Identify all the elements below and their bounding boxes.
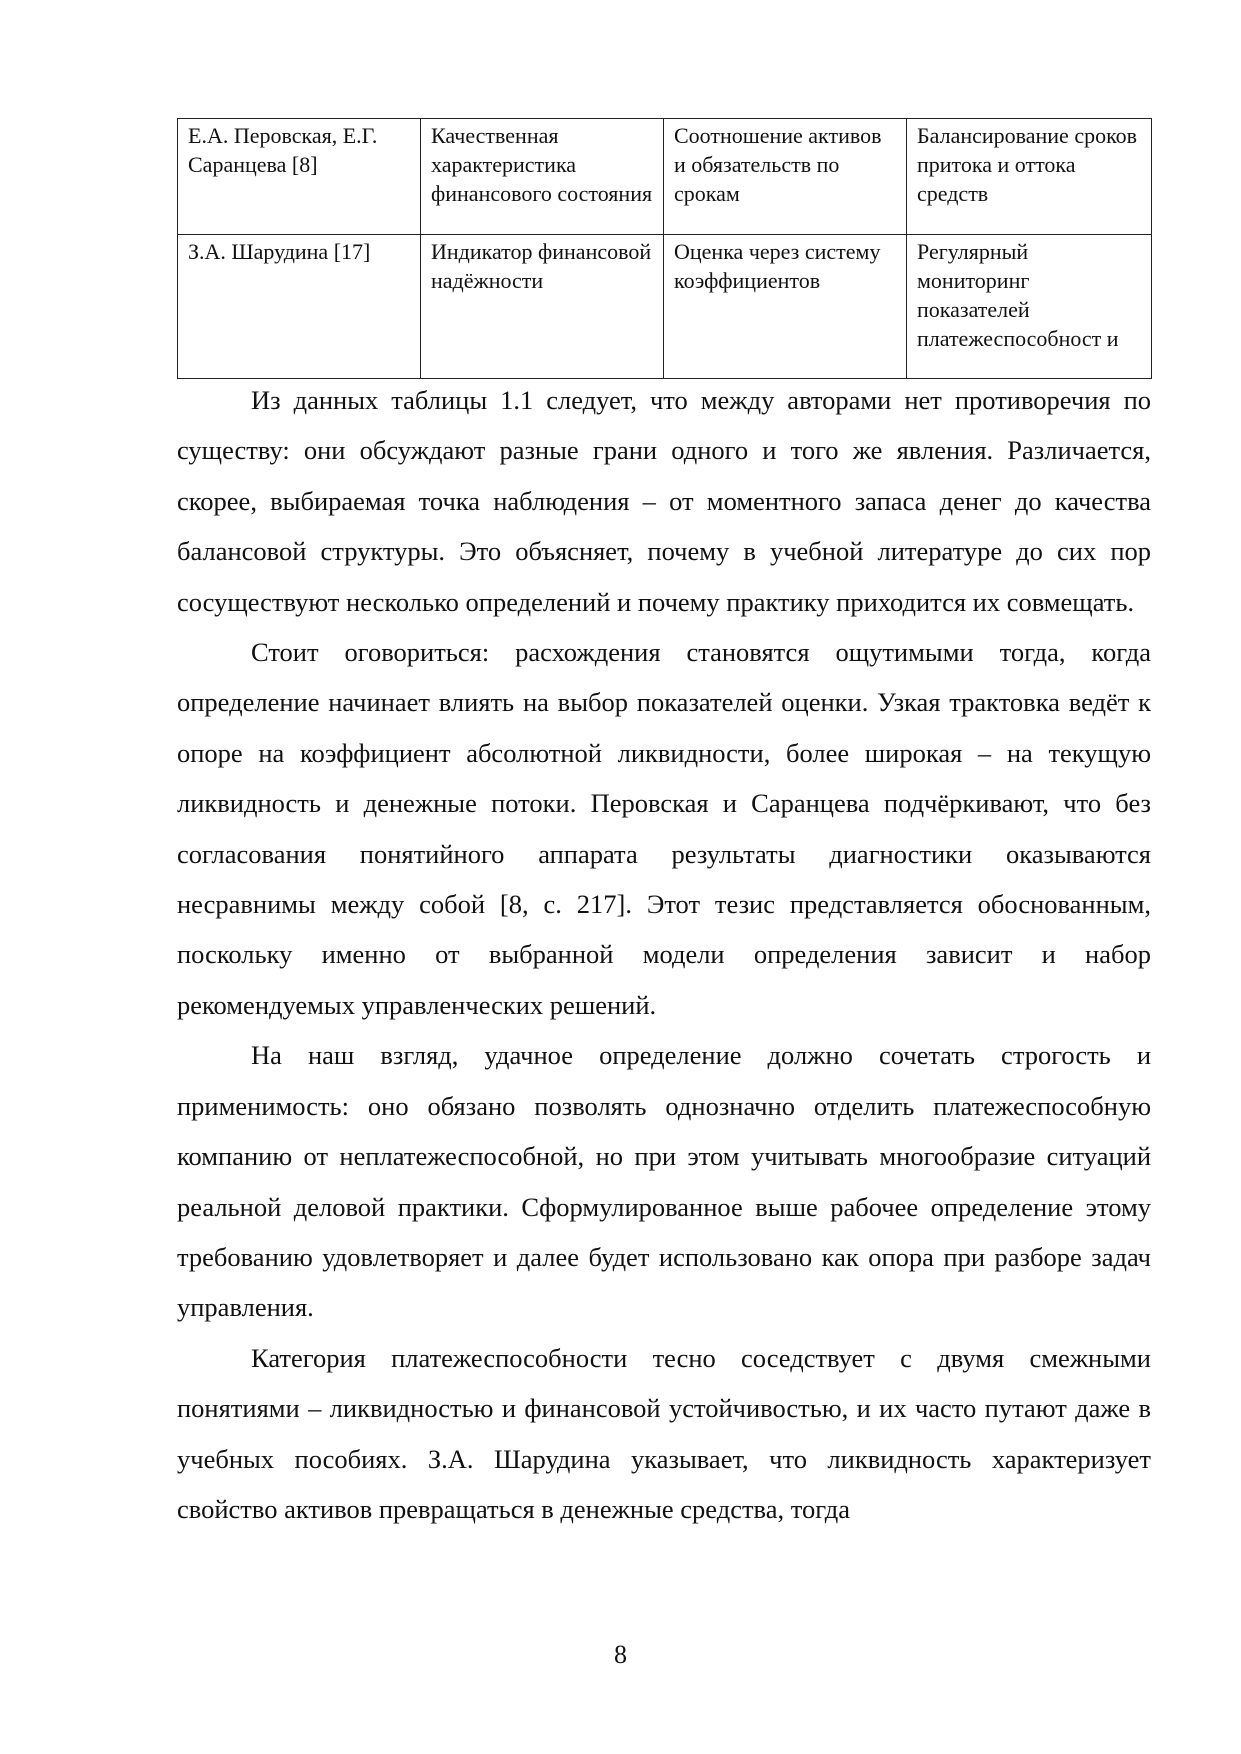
table-cell-approach: Соотношение активов и обязательств по срокам	[664, 119, 907, 235]
table-cell-focus: Балансирование сроков притока и оттока средств	[907, 119, 1152, 235]
paragraph: Из данных таблицы 1.1 следует, что между авторами нет противоречия по существу: они обсуждают разные грани одного и того же явления. Различается, скорее, выбираемая точка наблюдения – от моментного запаса денег до качества балансовой структуры. Это объясняет, почему в учебной литературе до сих пор сосуществуют несколько определений и почему практику приходится их совмещать.	[177, 385, 1151, 617]
table-cell-author: Е.А. Перовская, Е.Г. Саранцева [8]	[178, 119, 421, 235]
table-cell-focus: Регулярный мониторинг показателей платежеспособност и	[907, 235, 1152, 379]
paragraph: На наш взгляд, удачное определение должно сочетать строгость и применимость: оно обязано позволять однозначно отделить платежеспособную компанию от неплатежеспособной, но при этом учитывать многообразие ситуаций реальной деловой практики. Сформулированное выше рабочее определение этому требованию удовлетворяет и далее будет использовано как опора при разборе задач управления.	[177, 1040, 1151, 1323]
table-row	[178, 119, 1152, 235]
table-cell-essence: Индикатор финансовой надёжности	[421, 235, 664, 379]
paragraph: Категория платежеспособности тесно соседствует с двумя смежными понятиями – ликвидностью и финансовой устойчивостью, и их часто путают даже в учебных пособиях. З.А. Шарудина указывает, что ликвидность характеризует свойство активов превращаться в денежные средства, тогда	[177, 1342, 1151, 1524]
authors-definitions-table	[177, 118, 1152, 379]
table-cell-approach: Оценка через систему коэффициентов	[664, 235, 907, 379]
page-number: 8	[614, 1640, 627, 1669]
table-cell-essence: Качественная характеристика финансового состояния	[421, 119, 664, 235]
table-cell-author: З.А. Шарудина [17]	[178, 235, 421, 379]
paragraph: Стоит оговориться: расхождения становятся ощутимыми тогда, когда определение начинает влиять на выбор показателей оценки. Узкая трактовка ведёт к опоре на коэффициент абсолютной ликвидности, более широкая – на текущую ликвидность и денежные потоки. Перовская и Саранцева подчёркивают, что без согласования понятийного аппарата результаты диагностики оказываются несравнимы между собой [8, с. 217]. Этот тезис представляется обоснованным, поскольку именно от выбранной модели определения зависит и набор рекомендуемых управленческих решений.	[177, 637, 1151, 1020]
body-text	[177, 375, 1151, 1534]
table-row	[178, 235, 1152, 379]
